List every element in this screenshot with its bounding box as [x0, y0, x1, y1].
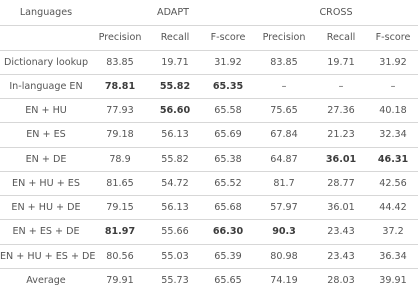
value-cell: 75.65	[254, 99, 314, 123]
value-cell: 55.82	[148, 74, 202, 98]
value-cell: 40.18	[368, 99, 418, 123]
value-cell: 81.97	[92, 220, 148, 244]
table-row	[0, 147, 418, 171]
group-header-cross: CROSS	[319, 7, 353, 18]
value-cell: 23.43	[314, 244, 368, 268]
value-cell: 81.7	[254, 171, 314, 195]
value-cell: 74.19	[254, 268, 314, 292]
value-cell: 44.42	[368, 196, 418, 220]
metric-header: Recall	[314, 26, 368, 51]
table-row	[0, 99, 418, 123]
value-cell: –	[314, 74, 368, 98]
metric-header: Precision	[92, 26, 148, 51]
value-cell: 31.92	[368, 50, 418, 74]
value-cell: 83.85	[254, 50, 314, 74]
value-cell: 78.81	[92, 74, 148, 98]
row-label: EN + HU + ES	[0, 171, 92, 195]
table-row	[0, 268, 418, 292]
value-cell: 81.65	[92, 171, 148, 195]
value-cell: 42.56	[368, 171, 418, 195]
value-cell: 55.66	[148, 220, 202, 244]
value-cell: 56.13	[148, 123, 202, 147]
value-cell: 37.2	[368, 220, 418, 244]
value-cell: 77.93	[92, 99, 148, 123]
value-cell: 66.30	[202, 220, 254, 244]
value-cell: 28.77	[314, 171, 368, 195]
value-cell: 65.69	[202, 123, 254, 147]
value-cell: 54.72	[148, 171, 202, 195]
value-cell: 36.34	[368, 244, 418, 268]
metric-header: F-score	[202, 26, 254, 51]
value-cell: 65.52	[202, 171, 254, 195]
value-cell: 65.39	[202, 244, 254, 268]
value-cell: 64.87	[254, 147, 314, 171]
value-cell: 39.91	[368, 268, 418, 292]
value-cell: 65.68	[202, 196, 254, 220]
value-cell: 55.73	[148, 268, 202, 292]
header-empty-cell	[0, 26, 92, 51]
table-row	[0, 123, 418, 147]
value-cell: 65.38	[202, 147, 254, 171]
table-row	[0, 74, 418, 98]
table-row	[0, 171, 418, 195]
value-cell: 90.3	[254, 220, 314, 244]
value-cell: 79.91	[92, 268, 148, 292]
value-cell: 65.58	[202, 99, 254, 123]
corner-header: Languages	[19, 7, 73, 18]
header-group-row	[0, 0, 418, 26]
table-row	[0, 50, 418, 74]
table-row	[0, 196, 418, 220]
metric-header: F-score	[368, 26, 418, 51]
value-cell: 56.13	[148, 196, 202, 220]
value-cell: –	[254, 74, 314, 98]
row-label: EN + DE	[0, 147, 92, 171]
row-label: EN + ES	[0, 123, 92, 147]
value-cell: –	[368, 74, 418, 98]
value-cell: 78.9	[92, 147, 148, 171]
row-label: Dictionary lookup	[0, 50, 92, 74]
value-cell: 23.43	[314, 220, 368, 244]
row-label: EN + HU + ES + DE	[0, 244, 92, 268]
value-cell: 65.35	[202, 74, 254, 98]
value-cell: 28.03	[314, 268, 368, 292]
value-cell: 27.36	[314, 99, 368, 123]
value-cell: 80.56	[92, 244, 148, 268]
value-cell: 55.03	[148, 244, 202, 268]
value-cell: 57.97	[254, 196, 314, 220]
value-cell: 19.71	[314, 50, 368, 74]
value-cell: 46.31	[368, 147, 418, 171]
value-cell: 67.84	[254, 123, 314, 147]
value-cell: 56.60	[148, 99, 202, 123]
row-label: EN + ES + DE	[0, 220, 92, 244]
row-label: EN + HU + DE	[0, 196, 92, 220]
metric-header: Recall	[148, 26, 202, 51]
value-cell: 80.98	[254, 244, 314, 268]
header-metric-row	[0, 26, 418, 51]
value-cell: 83.85	[92, 50, 148, 74]
row-label: In-language EN	[0, 74, 92, 98]
row-label: Average	[0, 268, 92, 292]
value-cell: 19.71	[148, 50, 202, 74]
table-row	[0, 244, 418, 268]
value-cell: 79.15	[92, 196, 148, 220]
table-row	[0, 220, 418, 244]
value-cell: 65.65	[202, 268, 254, 292]
value-cell: 32.34	[368, 123, 418, 147]
value-cell: 36.01	[314, 196, 368, 220]
value-cell: 36.01	[314, 147, 368, 171]
value-cell: 31.92	[202, 50, 254, 74]
group-header-adapt: ADAPT	[157, 7, 190, 18]
value-cell: 79.18	[92, 123, 148, 147]
row-label: EN + HU	[0, 99, 92, 123]
value-cell: 55.82	[148, 147, 202, 171]
metric-header: Precision	[254, 26, 314, 51]
value-cell: 21.23	[314, 123, 368, 147]
